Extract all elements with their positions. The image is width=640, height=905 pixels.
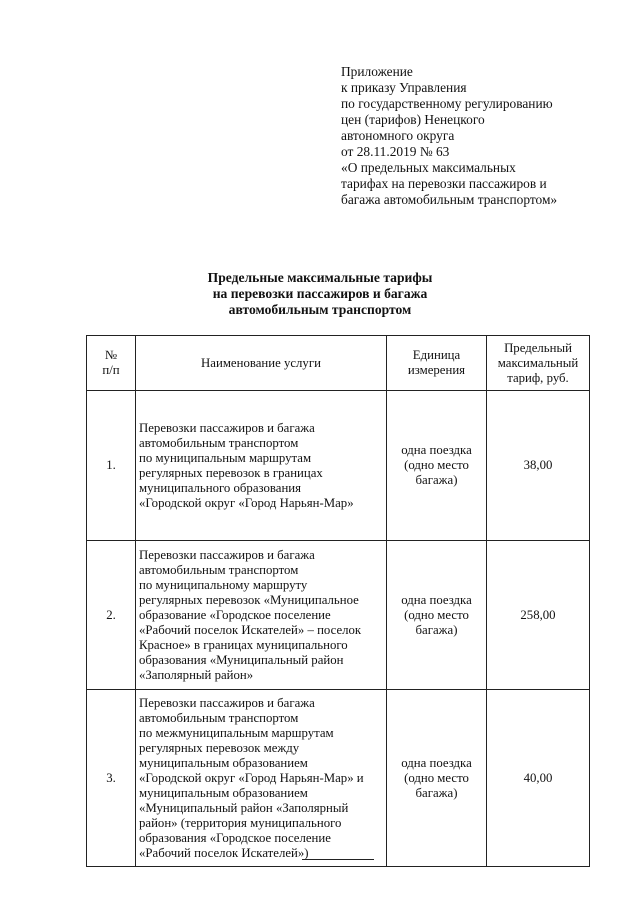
document-title	[0, 270, 640, 318]
appendix-line: «О предельных максимальных	[341, 160, 516, 175]
title-line: Предельные максимальные тарифы	[207, 270, 433, 285]
appendix-line: Приложение	[341, 64, 413, 79]
header-name: Наименование услуги	[136, 336, 387, 391]
row-number: 1.	[87, 391, 136, 541]
header-price: Предельный максимальный тариф, руб.	[487, 336, 590, 391]
unit-of-measure: одна поездка (одно место багажа)	[387, 541, 487, 690]
appendix-line: багажа автомобильным транспортом»	[341, 192, 558, 207]
table-row	[87, 690, 590, 867]
title-line: автомобильным транспортом	[228, 302, 412, 317]
service-name: Перевозки пассажиров и багажа автомобильным транспортом по межмуниципальным маршрутам регулярных перевозок между муниципальным образованием «Городской округ «Город Нарьян-Мар» и муниципальным образованием «Муниципальный район «Заполярный район» (территория муниципального образования «Городское поселение «Рабочий поселок Искателей»)	[136, 690, 387, 867]
table-row	[87, 391, 590, 541]
title-line: на перевозки пассажиров и багажа	[212, 286, 428, 301]
row-number: 3.	[87, 690, 136, 867]
footer-divider	[302, 859, 374, 860]
appendix-line: по государственному регулированию	[341, 96, 553, 111]
appendix-line: тарифах на перевозки пассажиров и	[341, 176, 547, 191]
table-header-row	[87, 336, 590, 391]
row-number: 2.	[87, 541, 136, 690]
table-row	[87, 541, 590, 690]
tariff-value: 38,00	[487, 391, 590, 541]
appendix-line: цен (тарифов) Ненецкого	[341, 112, 485, 127]
service-name: Перевозки пассажиров и багажа автомобильным транспортом по муниципальным маршрутам регулярных перевозок в границах муниципального образования «Городской округ «Город Нарьян-Мар»	[136, 391, 387, 541]
tariff-value: 40,00	[487, 690, 590, 867]
appendix-line: от 28.11.2019 № 63	[341, 144, 450, 159]
appendix-block	[341, 64, 631, 208]
tariff-value: 258,00	[487, 541, 590, 690]
header-unit: Единица измерения	[387, 336, 487, 391]
unit-of-measure: одна поездка (одно место багажа)	[387, 690, 487, 867]
unit-of-measure: одна поездка (одно место багажа)	[387, 391, 487, 541]
service-name: Перевозки пассажиров и багажа автомобильным транспортом по муниципальному маршруту регулярных перевозок «Муниципальное образование «Городское поселение «Рабочий поселок Искателей» – поселок Красное» в границах муниципального образования «Муниципальный район «Заполярный район»	[136, 541, 387, 690]
header-num: № п/п	[87, 336, 136, 391]
tariff-table	[86, 335, 590, 867]
appendix-line: автономного округа	[341, 128, 455, 143]
appendix-line: к приказу Управления	[341, 80, 467, 95]
